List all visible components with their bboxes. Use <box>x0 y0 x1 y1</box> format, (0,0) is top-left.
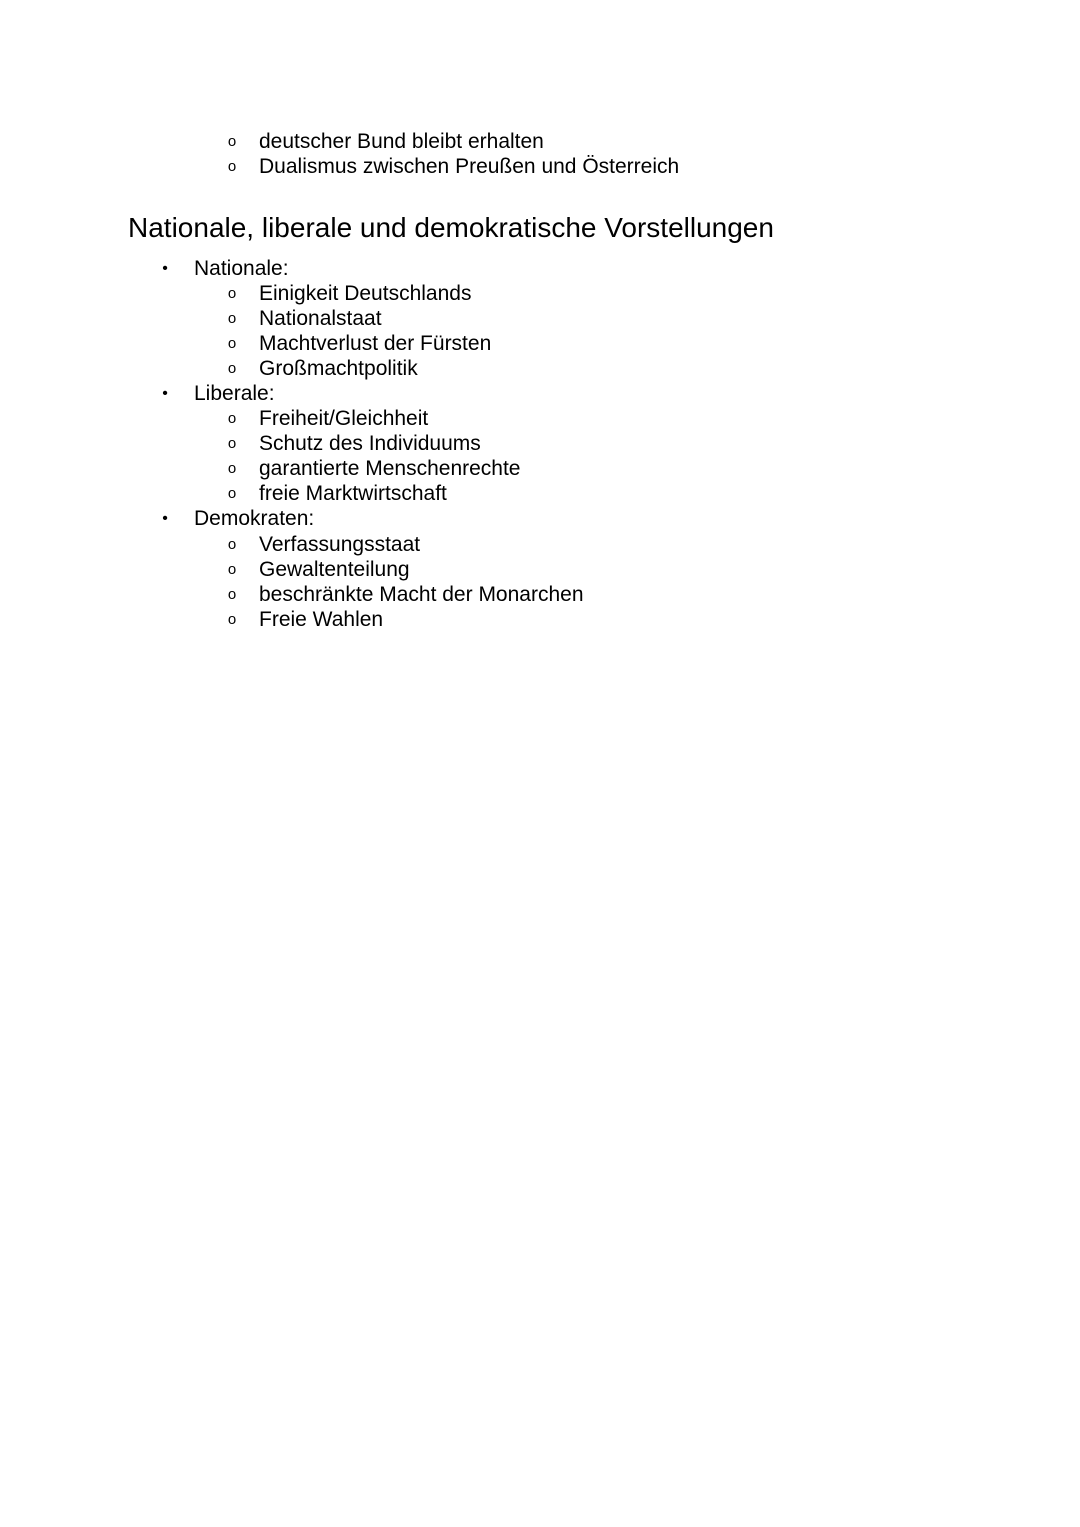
circle-bullet-icon: o <box>227 360 237 377</box>
circle-bullet-icon: o <box>227 133 237 150</box>
circle-bullet-icon: o <box>227 335 237 352</box>
circle-bullet-icon: o <box>227 410 237 427</box>
circle-bullet-icon: o <box>227 435 237 452</box>
circle-bullet-icon: o <box>227 158 237 175</box>
circle-bullet-icon: o <box>227 611 237 628</box>
section-heading: Nationale, liberale und demokratische Vorstellungen <box>128 212 774 243</box>
group-label: Nationale: <box>194 257 289 280</box>
dot-bullet-icon: • <box>162 260 168 277</box>
list-item-text: Einigkeit Deutschlands <box>259 282 472 305</box>
circle-bullet-icon: o <box>227 561 237 578</box>
circle-bullet-icon: o <box>227 310 237 327</box>
list-item-text: Großmachtpolitik <box>259 357 418 380</box>
circle-bullet-icon: o <box>227 485 237 502</box>
list-item-text: Verfassungsstaat <box>259 533 421 556</box>
group-label: Demokraten: <box>194 507 315 530</box>
circle-bullet-icon: o <box>227 285 237 302</box>
list-item-text: Nationalstaat <box>259 307 382 330</box>
list-item-text: Freie Wahlen <box>259 608 384 631</box>
intro-item-text: Dualismus zwischen Preußen und Österreich <box>259 155 680 178</box>
list-item-text: freie Marktwirtschaft <box>259 482 447 505</box>
dot-bullet-icon: • <box>162 510 168 527</box>
list-item-text: Gewaltenteilung <box>259 558 410 581</box>
list-item-text: Freiheit/Gleichheit <box>259 407 429 430</box>
list-item-text: Schutz des Individuums <box>259 432 481 455</box>
list-item-text: garantierte Menschenrechte <box>259 457 521 480</box>
dot-bullet-icon: • <box>162 385 168 402</box>
list-item-text: beschränkte Macht der Monarchen <box>259 583 584 606</box>
group-label: Liberale: <box>194 382 275 405</box>
circle-bullet-icon: o <box>227 536 237 553</box>
intro-item-text: deutscher Bund bleibt erhalten <box>259 130 544 153</box>
circle-bullet-icon: o <box>227 460 237 477</box>
list-item-text: Machtverlust der Fürsten <box>259 332 492 355</box>
circle-bullet-icon: o <box>227 586 237 603</box>
